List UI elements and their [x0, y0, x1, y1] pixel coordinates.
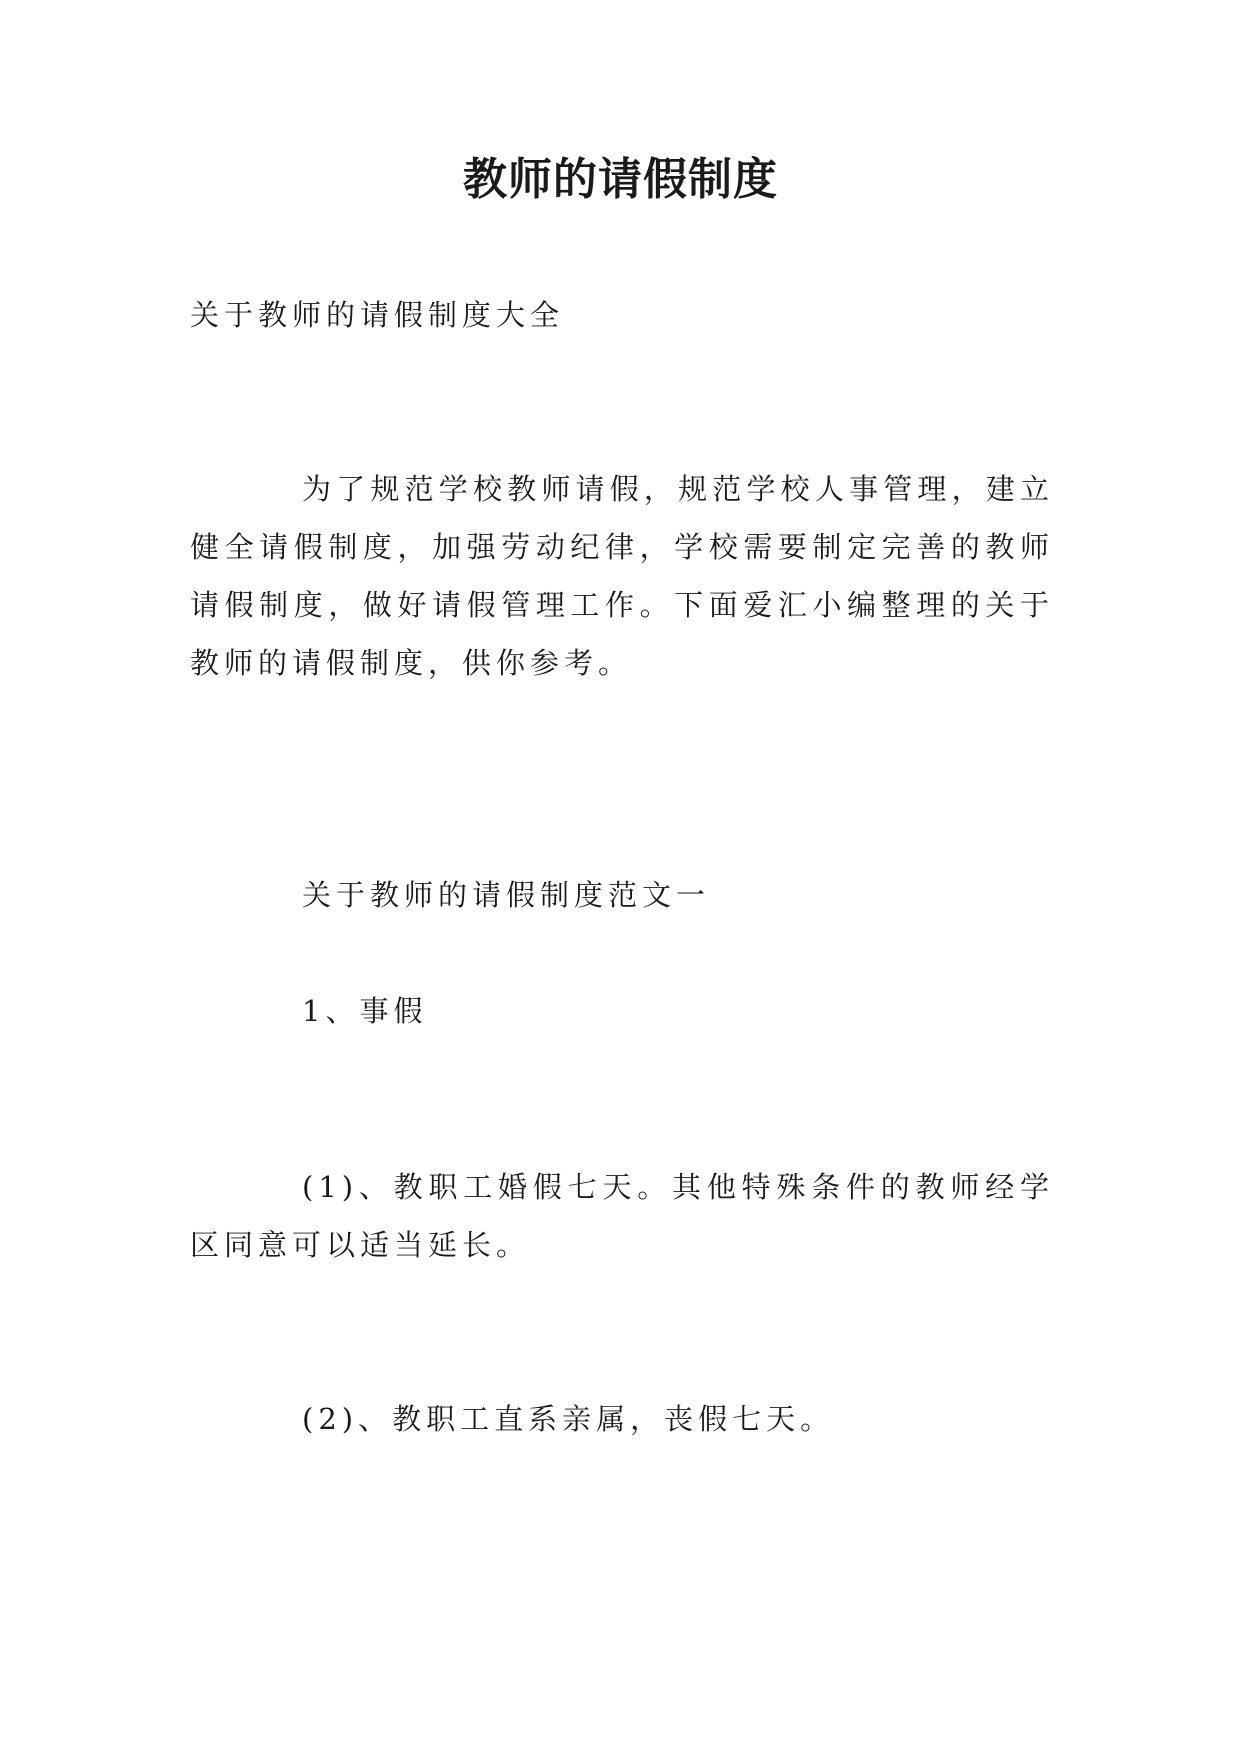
list-item-marriage-leave: (1)、教职工婚假七天。其他特殊条件的教师经学区同意可以适当延长。 — [190, 1170, 1054, 1262]
intro-paragraph: 为了规范学校教师请假，规范学校人事管理，建立健全请假制度，加强劳动纪律，学校需要制定完善的教师请假制度，做好请假管理工作。下面爱汇小编整理的关于教师的请假制度，供你参考。 — [190, 472, 1054, 680]
document-title: 教师的请假制度 — [463, 154, 778, 205]
list-item-leave-type: 1、事假 — [302, 994, 428, 1028]
section-heading: 关于教师的请假制度范文一 — [302, 878, 711, 912]
document-subtitle: 关于教师的请假制度大全 — [190, 298, 565, 332]
list-item-bereavement-leave: (2)、教职工直系亲属，丧假七天。 — [302, 1402, 835, 1436]
